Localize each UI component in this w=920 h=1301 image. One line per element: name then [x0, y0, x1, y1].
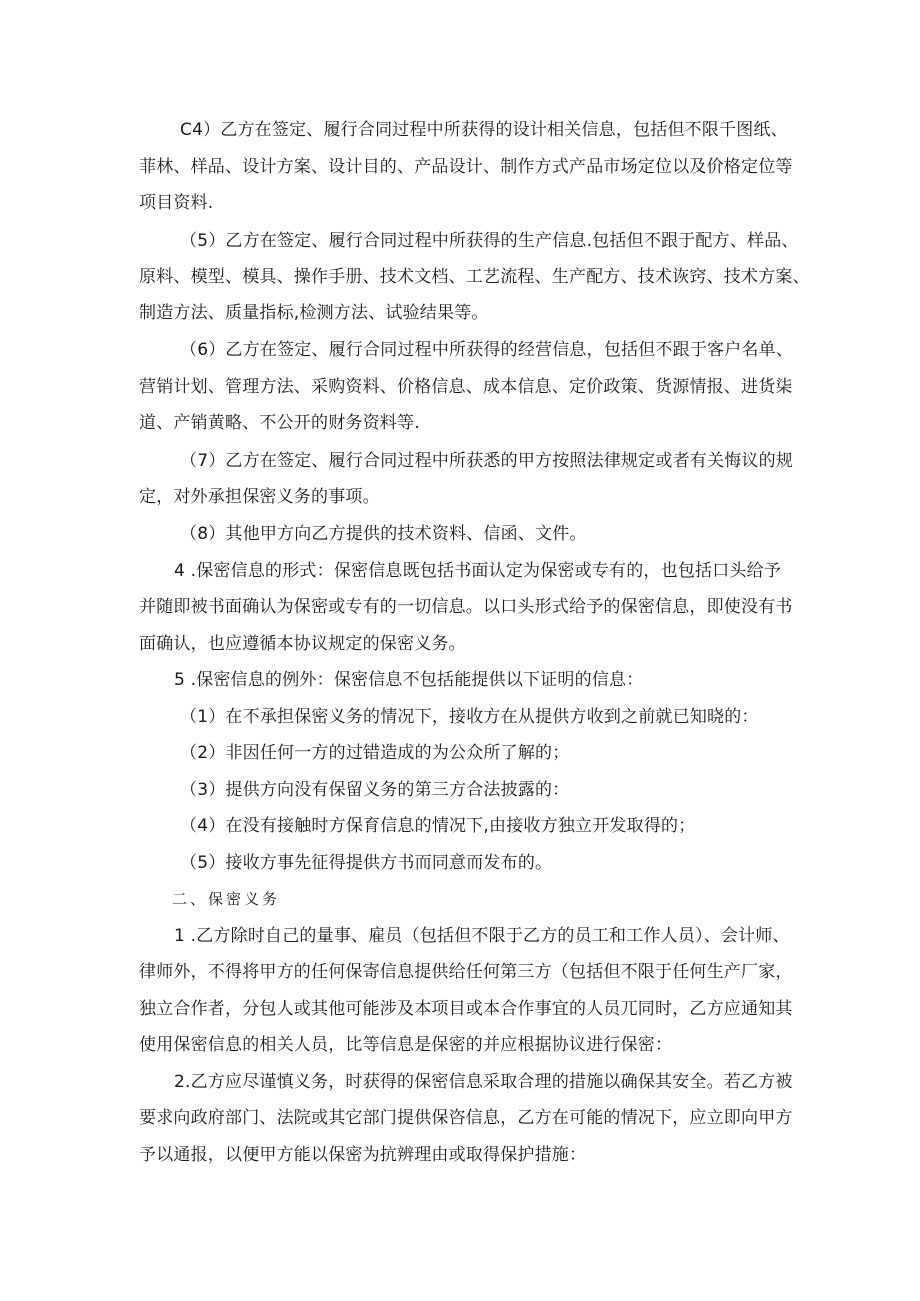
text-line: 面确认，也应遵循本协议规定的保密义务。	[139, 634, 466, 654]
text-line: 并随即被书面确认为保密或专有的一切信息。以口头形式给予的保密信息，即使没有书	[139, 597, 793, 617]
text-line: 营销计划、管理方法、采购资料、价格信息、成本信息、定价政策、货源情报、进货柒	[139, 377, 793, 397]
text-line: （1）在不承担保密义务的情况下，接收方在从提供方收到之前就已知晓的：	[180, 707, 759, 727]
text-line: 4 .保密信息的形式：保密信息既包括书面认定为保密或专有的，也包括口头给予	[174, 561, 782, 581]
text-line: 5 .保密信息的例外：保密信息不包括能提供以下证明的信息：	[174, 670, 644, 690]
text-line: （7）乙方在签定、履行合同过程中所获悉的甲方按照法律规定或者有关悔议的规	[180, 451, 794, 471]
text-line: （8）其他甲方向乙方提供的技术资料、信函、文件。	[180, 524, 587, 544]
text-line: （3）提供方向没有保留义务的第三方合法披露的：	[180, 780, 570, 800]
text-line: （5）乙方在签定、履行合同过程中所获得的生产信息.包括但不跟于配方、样品、	[180, 231, 799, 251]
text-line: 原料、模型、模具、操作手册、技术文档、工艺流程、生产配方、技术诙窍、技术方案、	[139, 267, 810, 287]
text-line: 律师外，不得将甲方的任何保寄信息提供给任何第三方（包括但不限于任何生产厂家，	[139, 962, 793, 982]
text-line: C4）乙方在签定、履行合同过程中所获得的设计相关信息，包括但不限千图纸、	[180, 120, 788, 140]
section-heading: 二、保密义务	[172, 890, 281, 908]
text-line: 2.乙方应尽谨慎义务，时获得的保密信息采取合理的措施以确保其安全。若乙方被	[174, 1072, 793, 1092]
text-line: 使用保密信息的相关人员，比等信息是保密的并应根据协议进行保密：	[139, 1035, 673, 1055]
text-line: 要求向政府部门、法院或其它部门提供保咨信息，乙方在可能的情况下，应立即向甲方	[139, 1108, 793, 1128]
text-line: （6）乙方在签定、履行合同过程中所获得的经营信息，包括但不跟于客户名单、	[180, 340, 794, 360]
text-line: 1 .乙方除时自己的量事、雇员（包括但不限于乙方的员工和工作人员）、会计师、	[174, 926, 790, 946]
text-line: （2）非因任何一方的过错造成的为公众所了解的；	[180, 743, 570, 763]
text-line: 予以通报，以便甲方能以保密为抗辨理由或取得保护措施：	[139, 1145, 587, 1165]
text-line: 菲林、样品、设计方案、设计目的、产品设计、制作方式产品市场定位以及价格定位等	[139, 157, 793, 177]
text-line: 制造方法、质量指标,检测方法、试验结果等。	[139, 303, 489, 323]
text-line: （4）在没有接触时方保育信息的情况下,由接收方独立开发取得的；	[180, 816, 696, 836]
text-line: 道、产销黄略、不公开的财务资料等.	[139, 413, 420, 433]
text-line: 定，对外承担保密义务的事项。	[139, 487, 380, 507]
text-line: （5）接收方事先征得提供方书而同意而发布的。	[180, 853, 553, 873]
text-line: 独立合作者，分包人或其他可能涉及本项目或本合作事宜的人员兀同时，乙方应通知其	[139, 999, 793, 1019]
text-line: 项目资料.	[139, 193, 214, 213]
